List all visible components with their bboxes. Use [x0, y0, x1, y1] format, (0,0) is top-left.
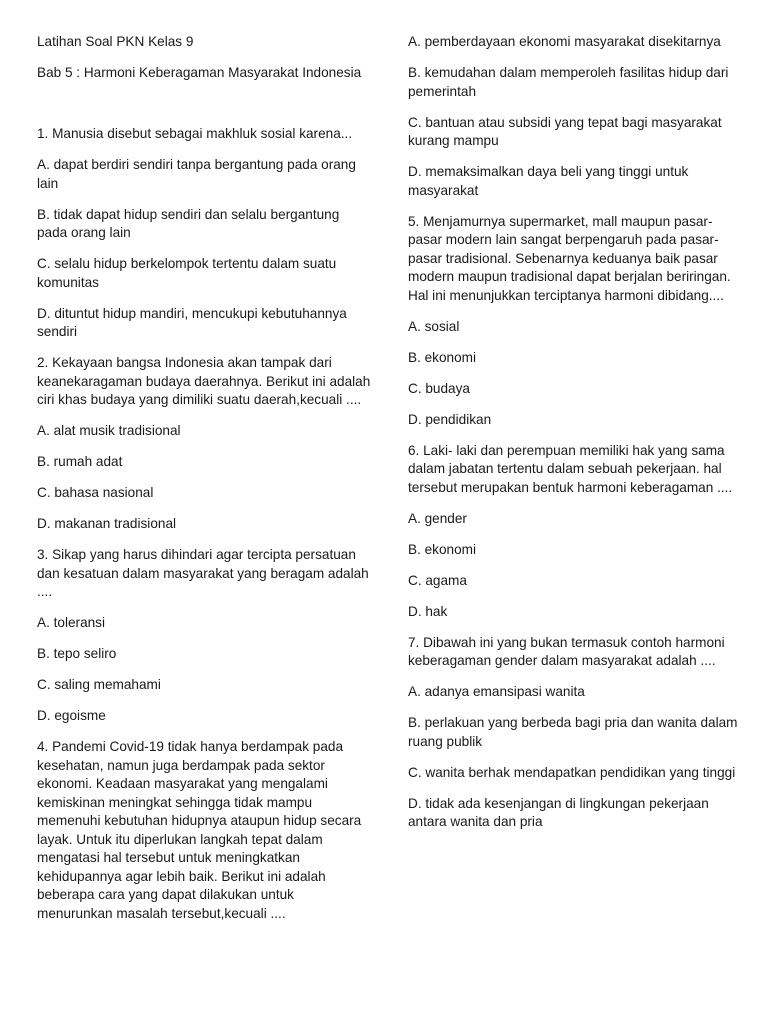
q6-option-a: A. gender [408, 510, 467, 526]
right-column [408, 33, 738, 844]
q3-option-d: D. egoisme [37, 708, 106, 723]
q5-option-b: B. ekonomi [408, 349, 477, 365]
q7-option-d: D. tidak ada kesenjangan di lingkungan pekerjaan antara wanita dan pria [408, 795, 709, 829]
q6-option-b: B. ekonomi [408, 541, 477, 557]
document-title: Latihan Soal PKN Kelas 9 [37, 34, 194, 49]
document-subtitle: Bab 5 : Harmoni Keberagaman Masyarakat Indonesia [37, 64, 362, 80]
question-1: 1. Manusia disebut sebagai makhluk sosial karena... [37, 126, 353, 141]
question-5: 5. Menjamurnya supermarket, mall maupun pasar-pasar modern lain sangat berpengaruh pada pasar-pasar tradisional. Sebenarnya keduanya baik pasar modern maupun tradisional dapat berjalan beriringan. Hal ini menunjukkan terciptanya harmoni dibidang.... [408, 213, 731, 303]
question-3: 3. Sikap yang harus dihindari agar tercipta persatuan dan kesatuan dalam masyarakat yang beragam adalah .... [37, 547, 369, 599]
q1-option-d: D. dituntut hidup mandiri, mencukupi kebutuhannya sendiri [37, 305, 347, 339]
q7-option-a: A. adanya emansipasi wanita [408, 684, 585, 699]
question-2: 2. Kekayaan bangsa Indonesia akan tampak dari keanekaragaman budaya daerahnya. Berikut ini adalah ciri khas budaya yang dimiliki suatu daerah,kecuali .... [37, 355, 371, 407]
q1-option-c: C. selalu hidup berkelompok tertentu dalam suatu komunitas [37, 256, 337, 290]
q1-option-a: A. dapat berdiri sendiri tanpa bergantung pada orang lain [37, 157, 356, 191]
q3-option-b: B. tepo seliro [37, 646, 117, 661]
question-6: 6. Laki- laki dan perempuan memiliki hak yang sama dalam jabatan tertentu dalam sebuah pekerjaan. hal tersebut merupakan bentuk harmoni keberagaman .... [408, 442, 733, 495]
q5-option-c: C. budaya [408, 380, 470, 396]
question-7: 7. Dibawah ini yang bukan termasuk contoh harmoni keberagaman gender dalam masyarakat adalah .... [408, 634, 725, 668]
question-4: 4. Pandemi Covid-19 tidak hanya berdampak pada kesehatan, namun juga berdampak pada sektor ekonomi. Keadaan masyarakat yang mengalami kemiskinan meningkat sehingga tidak mampu memenuhi kebutuhan hidupnya ataupun hidup secara layak. Untuk itu diperlukan langkah tepat dalam mengatasi hal tersebut untuk meningkatkan kehidupannya agar lebih baik. Berikut ini adalah beberapa cara yang dapat dilakukan untuk menurunkan masalah tersebut,kecuali .... [37, 739, 362, 921]
q3-option-c: C. saling memahami [37, 677, 161, 692]
q2-option-b: B. rumah adat [37, 454, 123, 469]
q4-option-b: B. kemudahan dalam memperoleh fasilitas hidup dari pemerintah [408, 65, 729, 99]
q6-option-c: C. agama [408, 572, 467, 588]
q2-option-c: C. bahasa nasional [37, 485, 154, 500]
q7-option-c: C. wanita berhak mendapatkan pendidikan yang tinggi [408, 764, 736, 780]
q4-option-c: C. bantuan atau subsidi yang tepat bagi masyarakat kurang mampu [408, 114, 722, 148]
q2-option-a: A. alat musik tradisional [37, 423, 181, 438]
q1-option-b: B. tidak dapat hidup sendiri dan selalu bergantung pada orang lain [37, 206, 340, 240]
q5-option-a: A. sosial [408, 318, 460, 334]
q7-option-b: B. perlakuan yang berbeda bagi pria dan wanita dalam ruang publik [408, 715, 738, 749]
q2-option-d: D. makanan tradisional [37, 516, 177, 531]
q4-option-a: A. pemberdayaan ekonomi masyarakat disekitarnya [408, 34, 721, 49]
q6-option-d: D. hak [408, 603, 448, 619]
q3-option-a: A. toleransi [37, 615, 106, 630]
q5-option-d: D. pendidikan [408, 411, 492, 427]
q4-option-d: D. memaksimalkan daya beli yang tinggi untuk masyarakat [408, 164, 689, 198]
left-column [37, 33, 372, 936]
